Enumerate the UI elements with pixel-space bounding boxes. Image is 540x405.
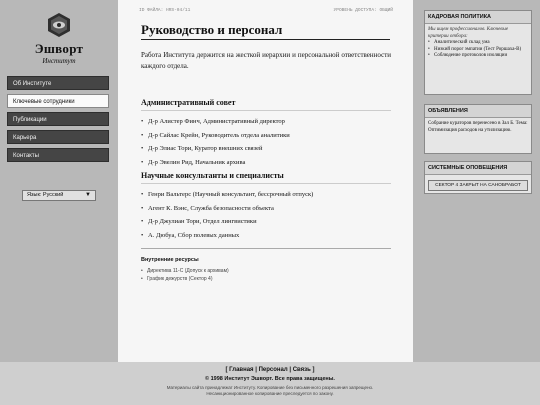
section-divider xyxy=(141,183,391,184)
resource-link[interactable]: • График дежурств (Сектор 4) xyxy=(141,275,391,283)
language-select-value: Язык: Русский xyxy=(27,192,64,198)
dropdown-arrow-icon: ▼ xyxy=(85,192,91,198)
separator: | xyxy=(255,367,257,373)
resources-heading: Внутренние ресурсы xyxy=(141,257,199,263)
main-nav xyxy=(7,76,109,166)
science-section xyxy=(141,171,391,242)
nav-item-about[interactable]: Об Институте xyxy=(7,76,109,90)
legal-note xyxy=(0,385,540,397)
list-item: • А. Дюбуа, Сбор полевых данных xyxy=(141,229,391,243)
system-alerts-box xyxy=(424,161,532,194)
intro-text: Работа Института держится на жесткой иерархии и персональной ответственности каждого отдела. xyxy=(141,51,391,70)
bracket: [ xyxy=(225,367,228,373)
policy-item: • Аналитический склад ума xyxy=(428,40,528,47)
meta-bar xyxy=(139,8,393,13)
footer xyxy=(0,362,540,405)
nav-item-careers[interactable]: Карьера xyxy=(7,130,109,144)
footer-link-contact[interactable]: Связь xyxy=(292,367,311,373)
title-divider xyxy=(141,39,390,40)
language-select[interactable] xyxy=(22,190,96,201)
resource-link[interactable]: • Директива 11-С (Допуск к архивам) xyxy=(141,267,391,275)
science-list xyxy=(141,188,391,242)
alert-ticker: СЕКТОР 4 ЗАКРЫТ НА САНОБРАБОТ xyxy=(428,180,528,191)
access-level: УРОВЕНЬ ДОСТУПА: ОБЩИЙ xyxy=(333,8,393,13)
list-item: • Агент К. Вэнс, Служба безопасности объекта xyxy=(141,202,391,216)
left-sidebar xyxy=(0,0,118,362)
policy-text: Мы ищем профессионалов. Ключевые критерии отбора: xyxy=(428,27,509,39)
list-item: • Д-р Алистер Финч, Административный директор xyxy=(141,115,391,129)
bracket: ] xyxy=(312,367,315,373)
footer-link-staff[interactable]: Персонал xyxy=(258,367,288,373)
list-item: • Д-р Элиас Тори, Куратор внешних связей xyxy=(141,142,391,156)
footer-links xyxy=(0,367,540,373)
list-item: • Генри Вальтерс (Научный консультант, бессрочный отпуск) xyxy=(141,188,391,202)
copyright: © 1998 Институт Эшворт. Все права защищены. xyxy=(205,376,335,382)
list-item: • Д-р Сайлас Крейн, Руководитель отдела аналитики xyxy=(141,129,391,143)
science-heading: Научные консультанты и специалисты xyxy=(141,171,284,180)
alerts-heading: СИСТЕМНЫЕ ОПОВЕЩЕНИЯ xyxy=(425,162,531,175)
legal-note-line: Материалы сайта принадлежат Институту. Копирование без письменного разрешения запрещено. xyxy=(166,385,374,390)
admin-heading: Административный совет xyxy=(141,98,236,107)
announcement-text: Собрание кураторов перенесено в Зал Б. Тема: Оптимизация расходов на утилизацию. xyxy=(428,121,528,133)
announcements-box xyxy=(424,104,532,154)
policy-heading: КАДРОВАЯ ПОЛИТИКА xyxy=(425,11,531,24)
nav-item-key-staff[interactable]: Ключевые сотрудники xyxy=(7,94,109,108)
resources-divider xyxy=(141,248,391,249)
admin-section xyxy=(141,98,391,169)
right-sidebar xyxy=(413,0,540,362)
institute-logo-icon xyxy=(46,12,72,38)
policy-item: • Соблюдение протоколов изоляции xyxy=(428,53,528,60)
page-title: Руководство и персонал xyxy=(141,22,283,37)
nav-item-contacts[interactable]: Контакты xyxy=(7,148,109,162)
site-name[interactable]: Эшворт xyxy=(34,41,84,56)
site-subtitle: Институт xyxy=(42,57,76,65)
nav-item-publications[interactable]: Публикации xyxy=(7,112,109,126)
file-id: ID ФАЙЛА: HRS-04/11 xyxy=(139,8,191,13)
policy-box xyxy=(424,10,532,95)
separator: | xyxy=(289,367,292,373)
policy-item: • Низкий порог эмпатии (Тест Роршаха-В) xyxy=(428,47,528,54)
footer-link-home[interactable]: Главная xyxy=(229,367,254,373)
list-item: • Д-р Эвелин Рид, Начальник архива xyxy=(141,156,391,170)
announcements-heading: ОБЪЯВЛЕНИЯ xyxy=(425,105,531,118)
admin-list xyxy=(141,115,391,169)
internal-resources xyxy=(141,257,391,283)
legal-note-line: Несанкционированное копирование преследуется по закону. xyxy=(206,391,334,396)
list-item: • Д-р Джулиан Тори, Отдел лингвистики xyxy=(141,215,391,229)
main-content xyxy=(118,0,413,362)
section-divider xyxy=(141,110,391,111)
logo-block xyxy=(0,12,118,65)
